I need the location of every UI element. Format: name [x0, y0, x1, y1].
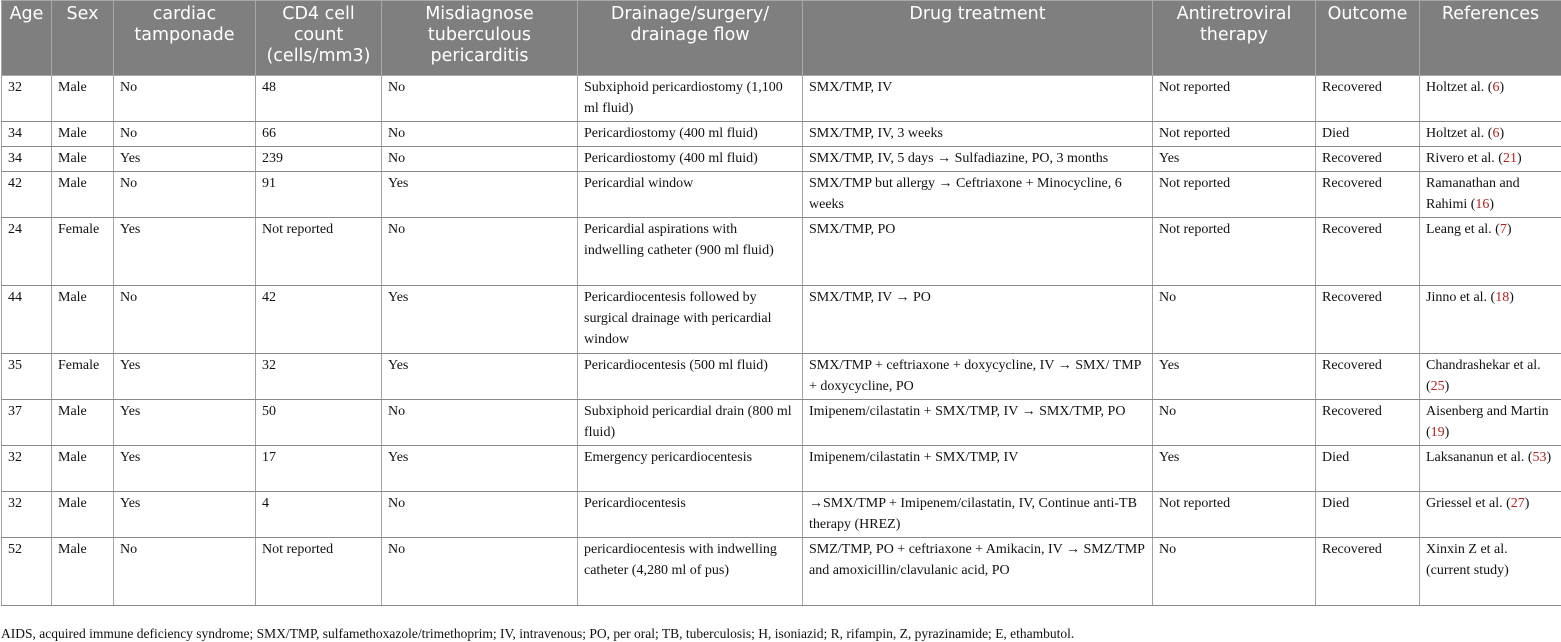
cell-reference — [1420, 286, 1561, 354]
cell-cardiac-tamponade: Yes — [114, 446, 256, 492]
table-row — [2, 354, 1561, 400]
cell-outcome: Recovered — [1316, 354, 1420, 400]
reference-text: Holtzet al. ( — [1426, 126, 1493, 141]
cell-reference — [1420, 218, 1561, 286]
cell-sex: Male — [52, 492, 114, 538]
cell-cd4-count: 42 — [256, 286, 382, 354]
cell-age: 44 — [2, 286, 52, 354]
cell-antiretroviral: Not reported — [1153, 172, 1316, 218]
cell-antiretroviral: Not reported — [1153, 218, 1316, 286]
cell-drainage: Pericardiocentesis (500 ml fluid) — [578, 354, 803, 400]
cell-age: 52 — [2, 538, 52, 606]
header-references: References — [1420, 1, 1561, 76]
reference-link[interactable]: 18 — [1495, 290, 1510, 305]
header-drug-treatment: Drug treatment — [803, 1, 1153, 76]
reference-close: ) — [1516, 151, 1522, 166]
cell-misdiagnose: Yes — [382, 286, 578, 354]
cell-drug-treatment: SMX/TMP, IV, 5 days → Sulfadiazine, PO, 3 months — [803, 147, 1153, 172]
cell-misdiagnose: No — [382, 147, 578, 172]
cell-reference — [1420, 172, 1561, 218]
table-row — [2, 538, 1561, 606]
reference-text: Aisenberg and Martin ( — [1426, 404, 1549, 440]
cell-antiretroviral: Not reported — [1153, 76, 1316, 122]
cell-cd4-count: Not reported — [256, 538, 382, 606]
cell-cd4-count: 17 — [256, 446, 382, 492]
cell-cardiac-tamponade: Yes — [114, 492, 256, 538]
cell-drug-treatment: SMX/TMP but allergy → Ceftriaxone + Minocycline, 6 weeks — [803, 172, 1153, 218]
cell-misdiagnose: Yes — [382, 354, 578, 400]
reference-text: Leang et al. ( — [1426, 222, 1500, 237]
cell-cd4-count: 50 — [256, 400, 382, 446]
cell-antiretroviral: Not reported — [1153, 122, 1316, 147]
reference-text: Chandrashekar et al. ( — [1426, 358, 1541, 394]
header-cardiac-tamponade: cardiac tamponade — [114, 1, 256, 76]
cell-cardiac-tamponade: Yes — [114, 147, 256, 172]
cell-drug-treatment: SMX/TMP, PO — [803, 218, 1153, 286]
cell-drainage: Pericardiostomy (400 ml fluid) — [578, 147, 803, 172]
cell-outcome: Recovered — [1316, 218, 1420, 286]
cell-age: 24 — [2, 218, 52, 286]
cell-outcome: Recovered — [1316, 76, 1420, 122]
cell-reference — [1420, 446, 1561, 492]
reference-text: Griessel et al. ( — [1426, 496, 1511, 511]
cell-outcome: Died — [1316, 492, 1420, 538]
cell-drug-treatment: SMX/TMP, IV, 3 weeks — [803, 122, 1153, 147]
header-outcome: Outcome — [1316, 1, 1420, 76]
cell-drug-treatment: SMX/TMP, IV → PO — [803, 286, 1153, 354]
cell-age: 32 — [2, 446, 52, 492]
reference-close: ) — [1509, 290, 1514, 305]
table-footnote: AIDS, acquired immune deficiency syndrome; SMX/TMP, sulfamethoxazole/trimethoprim; IV, intravenous; PO, per oral; TB, tuberculosis; H, isoniazid; R, rifampin, Z, pyrazinamide; E, ethambutol. — [1, 626, 1075, 641]
header-cd4-count: CD4 cell count (cells/mm3) — [256, 1, 382, 76]
cell-reference — [1420, 76, 1561, 122]
cell-cardiac-tamponade: No — [114, 172, 256, 218]
cell-drainage: pericardiocentesis with indwelling catheter (4,280 ml of pus) — [578, 538, 803, 606]
reference-close: ) — [1444, 379, 1450, 394]
cell-sex: Male — [52, 286, 114, 354]
cell-cd4-count: Not reported — [256, 218, 382, 286]
table-row — [2, 286, 1561, 354]
cell-age: 32 — [2, 492, 52, 538]
cell-outcome: Recovered — [1316, 400, 1420, 446]
cell-age: 37 — [2, 400, 52, 446]
reference-link[interactable]: 6 — [1492, 126, 1500, 141]
cell-cardiac-tamponade: Yes — [114, 218, 256, 286]
cell-sex: Female — [52, 218, 114, 286]
cell-sex: Male — [52, 400, 114, 446]
cell-antiretroviral: Yes — [1153, 147, 1316, 172]
cell-cardiac-tamponade: No — [114, 286, 256, 354]
cell-cardiac-tamponade: No — [114, 538, 256, 606]
cell-outcome: Recovered — [1316, 286, 1420, 354]
cell-cardiac-tamponade: No — [114, 122, 256, 147]
cell-drainage: Pericardiocentesis followed by surgical drainage with pericardial window — [578, 286, 803, 354]
cell-misdiagnose: Yes — [382, 172, 578, 218]
cell-misdiagnose: No — [382, 76, 578, 122]
cell-drug-treatment: →SMX/TMP + Imipenem/cilastatin, IV, Continue anti-TB therapy (HREZ) — [803, 492, 1153, 538]
cell-sex: Male — [52, 538, 114, 606]
cell-cd4-count: 48 — [256, 76, 382, 122]
cell-cardiac-tamponade: Yes — [114, 400, 256, 446]
cell-antiretroviral: No — [1153, 286, 1316, 354]
header-row — [2, 1, 1561, 76]
reference-close: ) — [1499, 80, 1505, 95]
cell-reference — [1420, 538, 1561, 606]
cell-age: 34 — [2, 147, 52, 172]
cell-cd4-count: 66 — [256, 122, 382, 147]
cell-age: 32 — [2, 76, 52, 122]
reference-close: ) — [1444, 425, 1450, 440]
cell-reference — [1420, 354, 1561, 400]
reference-link[interactable]: 6 — [1492, 80, 1500, 95]
reference-text: Holtzet al. ( — [1426, 80, 1493, 95]
table-row — [2, 446, 1561, 492]
cell-age: 35 — [2, 354, 52, 400]
cell-cd4-count: 4 — [256, 492, 382, 538]
cell-drug-treatment: SMX/TMP + ceftriaxone + doxycycline, IV → SMX/ TMP + doxycycline, PO — [803, 354, 1153, 400]
reference-text: Jinno et al. ( — [1426, 290, 1496, 305]
reference-link[interactable]: 25 — [1430, 379, 1445, 394]
cell-reference — [1420, 122, 1561, 147]
cell-cd4-count: 91 — [256, 172, 382, 218]
cell-drainage: Pericardiocentesis — [578, 492, 803, 538]
cell-sex: Male — [52, 122, 114, 147]
cell-outcome: Recovered — [1316, 172, 1420, 218]
cell-drug-treatment: Imipenem/cilastatin + SMX/TMP, IV — [803, 446, 1153, 492]
cell-outcome: Recovered — [1316, 538, 1420, 606]
cell-age: 42 — [2, 172, 52, 218]
reference-text: Rivero et al. ( — [1426, 151, 1503, 166]
cell-sex: Male — [52, 172, 114, 218]
cell-drainage: Pericardial window — [578, 172, 803, 218]
cell-age: 34 — [2, 122, 52, 147]
cell-sex: Male — [52, 446, 114, 492]
reference-close: ) — [1506, 222, 1512, 237]
cell-outcome: Died — [1316, 122, 1420, 147]
reference-close: ) — [1546, 450, 1552, 465]
cell-drug-treatment: SMX/TMP, IV — [803, 76, 1153, 122]
cell-outcome: Recovered — [1316, 147, 1420, 172]
table-row — [2, 76, 1561, 122]
cell-drainage: Subxiphoid pericardial drain (800 ml fluid) — [578, 400, 803, 446]
cell-cardiac-tamponade: Yes — [114, 354, 256, 400]
cell-cd4-count: 32 — [256, 354, 382, 400]
cell-drug-treatment: SMZ/TMP, PO + ceftriaxone + Amikacin, IV → SMZ/TMP and amoxicillin/clavulanic acid, PO — [803, 538, 1153, 606]
cell-antiretroviral: Yes — [1153, 446, 1316, 492]
reference-link[interactable]: 21 — [1502, 151, 1517, 166]
cell-antiretroviral: No — [1153, 538, 1316, 606]
table-row — [2, 172, 1561, 218]
reference-text: Laksananun et al. ( — [1426, 450, 1533, 465]
reference-link[interactable]: 16 — [1475, 197, 1490, 212]
cell-misdiagnose: No — [382, 492, 578, 538]
cell-sex: Male — [52, 76, 114, 122]
reference-link[interactable]: 27 — [1510, 496, 1525, 511]
cell-misdiagnose: No — [382, 538, 578, 606]
reference-link[interactable]: 7 — [1499, 222, 1507, 237]
cell-misdiagnose: No — [382, 400, 578, 446]
reference-text: Xinxin Z et al. (current study) — [1426, 542, 1509, 578]
cell-sex: Female — [52, 354, 114, 400]
reference-text: Ramanathan and Rahimi ( — [1426, 176, 1520, 212]
cell-sex: Male — [52, 147, 114, 172]
cell-reference — [1420, 147, 1561, 172]
cell-drainage: Emergency pericardiocentesis — [578, 446, 803, 492]
reference-link[interactable]: 19 — [1430, 425, 1445, 440]
cell-antiretroviral: No — [1153, 400, 1316, 446]
reference-close: ) — [1499, 126, 1505, 141]
reference-close: ) — [1524, 496, 1530, 511]
cell-cardiac-tamponade: No — [114, 76, 256, 122]
header-age: Age — [2, 1, 52, 76]
cell-cd4-count: 239 — [256, 147, 382, 172]
header-misdiagnose: Misdiagnose tuberculous pericarditis — [382, 1, 578, 76]
table-row — [2, 147, 1561, 172]
reference-close: ) — [1489, 197, 1495, 212]
table-row — [2, 400, 1561, 446]
header-sex: Sex — [52, 1, 114, 76]
cell-antiretroviral: Not reported — [1153, 492, 1316, 538]
cell-antiretroviral: Yes — [1153, 354, 1316, 400]
table-body — [2, 76, 1561, 606]
table-row — [2, 218, 1561, 286]
cell-misdiagnose: No — [382, 218, 578, 286]
cell-drainage: Pericardiostomy (400 ml fluid) — [578, 122, 803, 147]
table-row — [2, 122, 1561, 147]
cell-outcome: Died — [1316, 446, 1420, 492]
case-table — [1, 0, 1561, 606]
cell-misdiagnose: Yes — [382, 446, 578, 492]
cell-reference — [1420, 400, 1561, 446]
reference-link[interactable]: 53 — [1532, 450, 1547, 465]
header-drainage: Drainage/surgery/ drainage flow — [578, 1, 803, 76]
cell-drainage: Pericardial aspirations with indwelling catheter (900 ml fluid) — [578, 218, 803, 286]
cell-reference — [1420, 492, 1561, 538]
cell-misdiagnose: No — [382, 122, 578, 147]
table-row — [2, 492, 1561, 538]
cell-drainage: Subxiphoid pericardiostomy (1,100 ml fluid) — [578, 76, 803, 122]
cell-drug-treatment: Imipenem/cilastatin + SMX/TMP, IV → SMX/TMP, PO — [803, 400, 1153, 446]
header-antiretroviral: Antiretroviral therapy — [1153, 1, 1316, 76]
